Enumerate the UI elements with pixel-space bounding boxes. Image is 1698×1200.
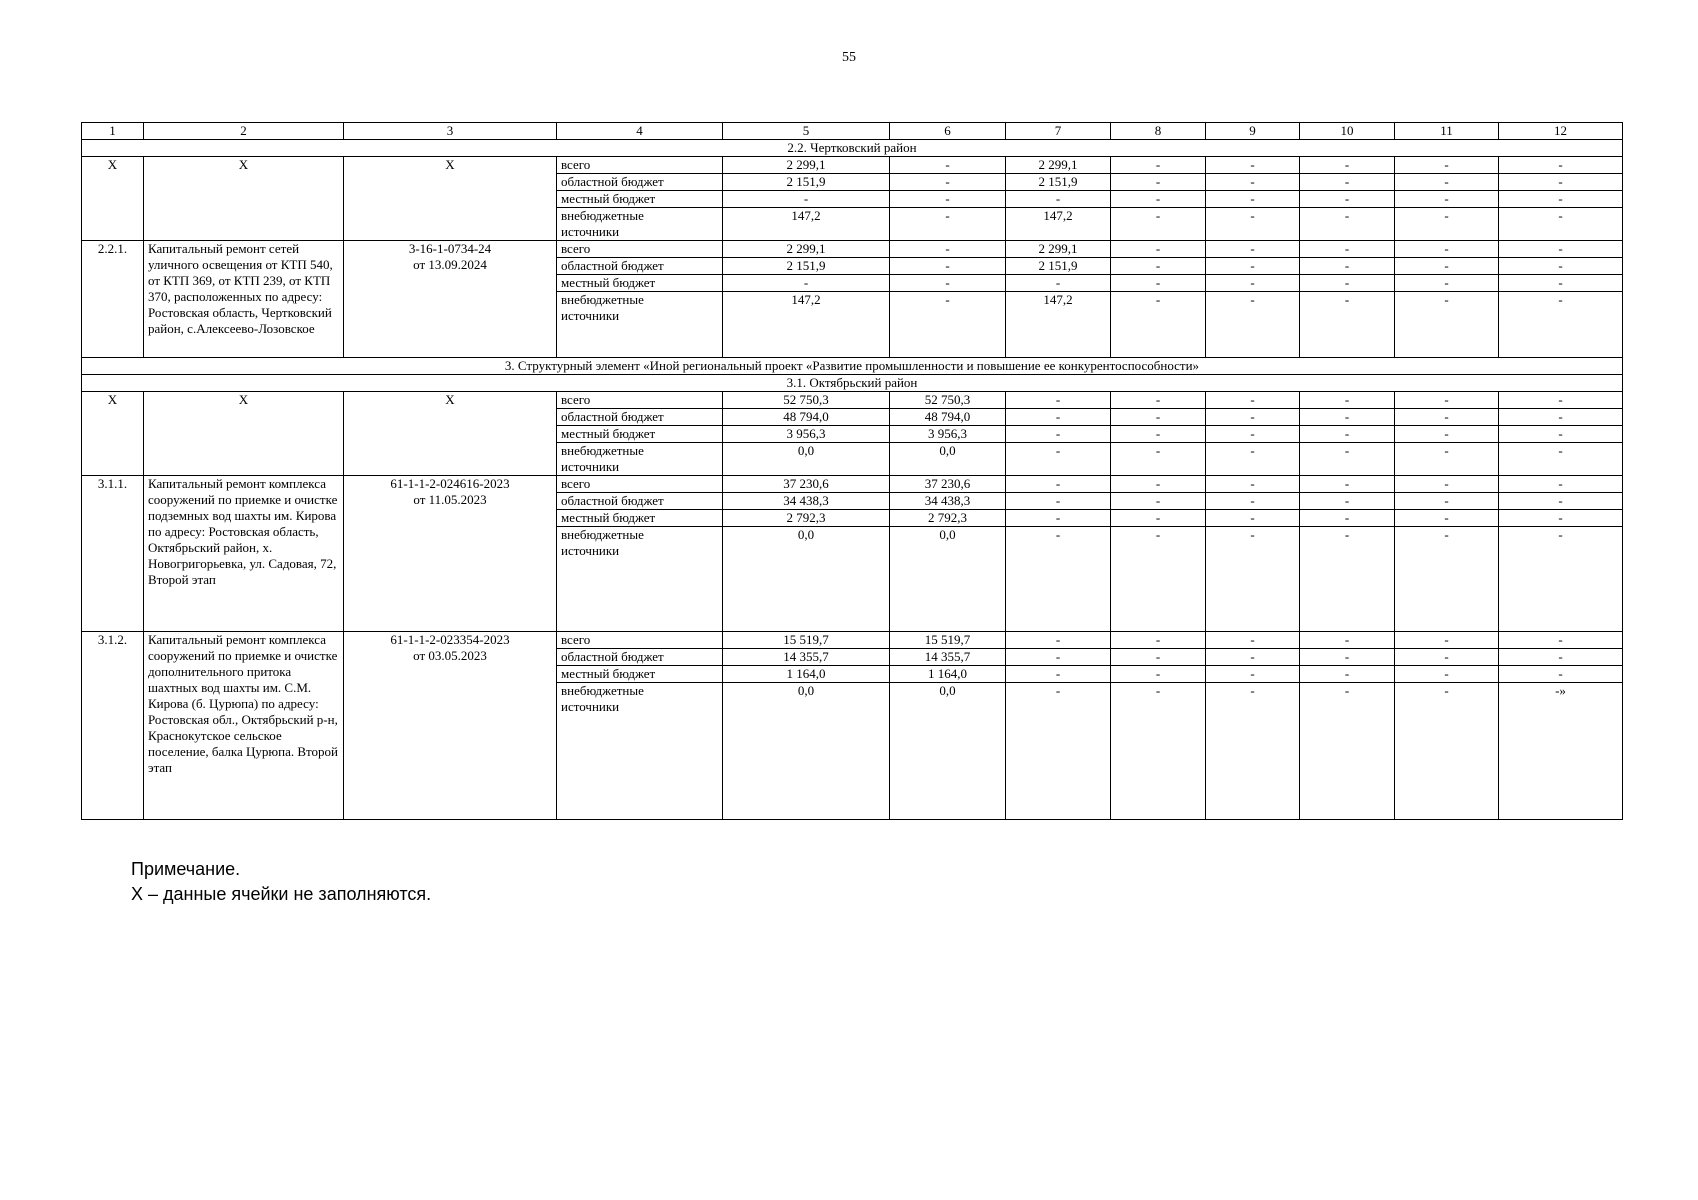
table-row	[82, 241, 1623, 258]
source-cell: местный бюджет	[557, 666, 723, 683]
value-cell: 15 519,7	[723, 632, 890, 649]
value-cell: -	[1395, 241, 1499, 258]
value-cell: 0,0	[890, 443, 1006, 476]
value-cell: -	[1206, 157, 1300, 174]
header-cell: 6	[890, 123, 1006, 140]
value-cell: -	[1111, 632, 1206, 649]
table-row	[82, 157, 1623, 174]
value-cell: -	[1111, 493, 1206, 510]
value-cell: -	[1300, 258, 1395, 275]
value-cell: 0,0	[890, 683, 1006, 820]
value-cell: 48 794,0	[723, 409, 890, 426]
value-cell: -	[1206, 392, 1300, 409]
value-cell: 2 299,1	[723, 157, 890, 174]
value-cell: 2 792,3	[890, 510, 1006, 527]
source-line: источники	[561, 308, 620, 323]
value-cell: -	[1111, 258, 1206, 275]
source-cell: местный бюджет	[557, 191, 723, 208]
value-cell: -	[1300, 275, 1395, 292]
value-cell: -	[1111, 275, 1206, 292]
value-cell: -	[1499, 493, 1623, 510]
value-cell: -	[1006, 392, 1111, 409]
value-cell: -	[1300, 292, 1395, 358]
value-cell: 1 164,0	[890, 666, 1006, 683]
value-cell: 2 299,1	[1006, 157, 1111, 174]
value-cell: 37 230,6	[723, 476, 890, 493]
value-cell: -	[1499, 510, 1623, 527]
value-cell: -	[1006, 666, 1111, 683]
value-cell: -	[1111, 191, 1206, 208]
x-cell: X	[144, 392, 344, 476]
value-cell: -	[1206, 191, 1300, 208]
value-cell: -	[1395, 683, 1499, 820]
source-cell	[557, 683, 723, 820]
value-cell: 2 151,9	[723, 258, 890, 275]
value-cell: 147,2	[723, 292, 890, 358]
value-cell: -	[1300, 191, 1395, 208]
value-cell: -	[1499, 208, 1623, 241]
source-line: внебюджетные	[561, 208, 644, 223]
value-cell: -	[1206, 527, 1300, 632]
value-cell: -	[1300, 392, 1395, 409]
value-cell: -	[1206, 258, 1300, 275]
value-cell: -	[1300, 443, 1395, 476]
value-cell: -	[1499, 409, 1623, 426]
value-cell: 14 355,7	[723, 649, 890, 666]
source-cell: областной бюджет	[557, 258, 723, 275]
value-cell: -	[890, 191, 1006, 208]
value-cell: -	[1006, 493, 1111, 510]
value-cell: -	[1395, 443, 1499, 476]
source-cell: местный бюджет	[557, 426, 723, 443]
source-cell	[557, 443, 723, 476]
value-cell: -	[1300, 241, 1395, 258]
value-cell: -	[890, 258, 1006, 275]
section-title: 3.1. Октябрьский район	[82, 375, 1623, 392]
value-cell: 0,0	[890, 527, 1006, 632]
value-cell: 2 299,1	[1006, 241, 1111, 258]
value-cell: -	[1395, 649, 1499, 666]
value-cell: -	[1206, 649, 1300, 666]
table-body	[82, 123, 1623, 820]
value-cell: -	[1006, 443, 1111, 476]
value-cell: -	[1006, 683, 1111, 820]
value-cell: -	[1395, 666, 1499, 683]
value-cell: -	[1300, 649, 1395, 666]
value-cell: -	[1206, 241, 1300, 258]
value-cell: -	[890, 174, 1006, 191]
header-cell: 11	[1395, 123, 1499, 140]
table-row	[82, 632, 1623, 649]
source-line: внебюджетные	[561, 443, 644, 458]
header-cell: 3	[344, 123, 557, 140]
value-cell: -	[1111, 443, 1206, 476]
value-cell: -	[1206, 510, 1300, 527]
value-cell: -	[1395, 426, 1499, 443]
value-cell: -	[1300, 527, 1395, 632]
value-cell: -	[1395, 258, 1499, 275]
note-title: Примечание.	[131, 859, 241, 879]
header-cell: 10	[1300, 123, 1395, 140]
source-cell: областной бюджет	[557, 493, 723, 510]
item-number: 3.1.2.	[82, 632, 144, 820]
value-cell: -	[1499, 426, 1623, 443]
x-cell: X	[82, 392, 144, 476]
value-cell: 52 750,3	[723, 392, 890, 409]
source-cell: местный бюджет	[557, 510, 723, 527]
value-cell: -	[1206, 275, 1300, 292]
value-cell: -	[1395, 409, 1499, 426]
value-cell: -	[1300, 208, 1395, 241]
value-cell: -	[1006, 632, 1111, 649]
value-cell: -	[1206, 409, 1300, 426]
value-cell: -	[1300, 632, 1395, 649]
value-cell: -	[890, 157, 1006, 174]
x-cell: X	[344, 157, 557, 241]
value-cell: 14 355,7	[890, 649, 1006, 666]
value-cell: -	[1006, 510, 1111, 527]
value-cell: -	[890, 292, 1006, 358]
value-cell: -	[1006, 275, 1111, 292]
value-cell: -	[1499, 666, 1623, 683]
value-cell: -	[1206, 443, 1300, 476]
item-number: 2.2.1.	[82, 241, 144, 358]
value-cell: -	[1499, 241, 1623, 258]
value-cell: -	[1499, 292, 1623, 358]
header-cell: 9	[1206, 123, 1300, 140]
value-cell: -	[1006, 191, 1111, 208]
header-cell: 4	[557, 123, 723, 140]
value-cell: 2 792,3	[723, 510, 890, 527]
value-cell: -	[1395, 191, 1499, 208]
value-cell: -	[1300, 666, 1395, 683]
value-cell: -	[890, 208, 1006, 241]
value-cell: -	[1111, 208, 1206, 241]
value-cell: -	[1499, 443, 1623, 476]
value-cell: -	[1499, 476, 1623, 493]
value-cell: -	[1395, 208, 1499, 241]
value-cell: -»	[1499, 683, 1623, 820]
value-cell: -	[1111, 392, 1206, 409]
value-cell: -	[1395, 493, 1499, 510]
page-number: 55	[842, 50, 856, 65]
header-cell: 5	[723, 123, 890, 140]
value-cell: 2 151,9	[723, 174, 890, 191]
x-cell: X	[144, 157, 344, 241]
source-cell: всего	[557, 632, 723, 649]
value-cell: -	[1300, 476, 1395, 493]
source-cell	[557, 527, 723, 632]
document-number: 3-16-1-0734-24	[408, 241, 492, 256]
document-date: от 11.05.2023	[413, 492, 487, 507]
note	[131, 857, 431, 907]
table-row	[82, 476, 1623, 493]
value-cell: -	[1395, 292, 1499, 358]
value-cell: 37 230,6	[890, 476, 1006, 493]
value-cell: 147,2	[723, 208, 890, 241]
item-number: 3.1.1.	[82, 476, 144, 632]
value-cell: -	[1206, 426, 1300, 443]
value-cell: 3 956,3	[890, 426, 1006, 443]
header-cell: 12	[1499, 123, 1623, 140]
source-cell	[557, 292, 723, 358]
source-line: источники	[561, 459, 620, 474]
note-text: X – данные ячейки не заполняются.	[131, 884, 432, 904]
value-cell: -	[1111, 426, 1206, 443]
value-cell: -	[1206, 208, 1300, 241]
source-line: источники	[561, 699, 620, 714]
value-cell: -	[1206, 174, 1300, 191]
value-cell: -	[1300, 409, 1395, 426]
value-cell: -	[1206, 476, 1300, 493]
source-cell: местный бюджет	[557, 275, 723, 292]
value-cell: 147,2	[1006, 208, 1111, 241]
item-document	[344, 632, 557, 820]
value-cell: -	[1111, 510, 1206, 527]
source-cell: всего	[557, 241, 723, 258]
value-cell: -	[1206, 666, 1300, 683]
item-document	[344, 476, 557, 632]
value-cell: -	[1300, 157, 1395, 174]
source-line: внебюджетные	[561, 527, 644, 542]
value-cell: 15 519,7	[890, 632, 1006, 649]
item-document	[344, 241, 557, 358]
funding-table	[81, 122, 1623, 820]
item-description: Капитальный ремонт комплекса сооружений по приемке и очистке подземных вод шахты им. Кирова по адресу: Ростовская область, Октябрьский район, х. Новогригорьевка, ул. Садовая, 72, Второй этап	[144, 476, 344, 632]
value-cell: -	[1395, 392, 1499, 409]
value-cell: -	[890, 241, 1006, 258]
source-cell: областной бюджет	[557, 409, 723, 426]
source-cell: всего	[557, 157, 723, 174]
header-cell: 2	[144, 123, 344, 140]
value-cell: -	[1395, 157, 1499, 174]
value-cell: 0,0	[723, 443, 890, 476]
value-cell: -	[1499, 157, 1623, 174]
value-cell: -	[1300, 426, 1395, 443]
value-cell: -	[1300, 174, 1395, 191]
value-cell: 3 956,3	[723, 426, 890, 443]
source-cell: всего	[557, 392, 723, 409]
value-cell: -	[1300, 510, 1395, 527]
value-cell: -	[723, 191, 890, 208]
source-line: источники	[561, 543, 620, 558]
header-cell: 7	[1006, 123, 1111, 140]
document-date: от 03.05.2023	[413, 648, 487, 663]
value-cell: 34 438,3	[723, 493, 890, 510]
value-cell: -	[1111, 527, 1206, 632]
value-cell: -	[1206, 632, 1300, 649]
source-cell: всего	[557, 476, 723, 493]
section-title: 3. Структурный элемент «Иной региональный проект «Развитие промышленности и повышение ее конкурентоспособности»	[82, 358, 1623, 375]
value-cell: -	[1111, 683, 1206, 820]
source-line: внебюджетные	[561, 292, 644, 307]
value-cell: -	[1395, 527, 1499, 632]
value-cell: 147,2	[1006, 292, 1111, 358]
section-row	[82, 375, 1623, 392]
value-cell: 34 438,3	[890, 493, 1006, 510]
value-cell: -	[1111, 649, 1206, 666]
source-line: внебюджетные	[561, 683, 644, 698]
value-cell: 0,0	[723, 527, 890, 632]
section-row	[82, 358, 1623, 375]
value-cell: -	[1499, 258, 1623, 275]
value-cell: -	[890, 275, 1006, 292]
value-cell: -	[1395, 275, 1499, 292]
value-cell: -	[1499, 632, 1623, 649]
value-cell: -	[1206, 292, 1300, 358]
x-cell: X	[344, 392, 557, 476]
value-cell: -	[1006, 426, 1111, 443]
value-cell: 52 750,3	[890, 392, 1006, 409]
value-cell: -	[1006, 649, 1111, 666]
value-cell: -	[1111, 409, 1206, 426]
value-cell: -	[1499, 392, 1623, 409]
source-line: источники	[561, 224, 620, 239]
value-cell: -	[1111, 157, 1206, 174]
source-cell	[557, 208, 723, 241]
value-cell: 0,0	[723, 683, 890, 820]
value-cell: -	[1499, 191, 1623, 208]
value-cell: -	[1499, 649, 1623, 666]
value-cell: -	[1499, 527, 1623, 632]
value-cell: -	[1111, 241, 1206, 258]
value-cell: -	[1300, 493, 1395, 510]
value-cell: -	[1499, 174, 1623, 191]
document-date: от 13.09.2024	[413, 257, 487, 272]
value-cell: -	[723, 275, 890, 292]
value-cell: -	[1499, 275, 1623, 292]
section-row	[82, 140, 1623, 157]
value-cell: -	[1111, 292, 1206, 358]
header-cell: 8	[1111, 123, 1206, 140]
value-cell: -	[1395, 476, 1499, 493]
value-cell: -	[1006, 409, 1111, 426]
value-cell: -	[1111, 666, 1206, 683]
header-row	[82, 123, 1623, 140]
value-cell: -	[1111, 476, 1206, 493]
value-cell: -	[1006, 527, 1111, 632]
value-cell: 2 151,9	[1006, 258, 1111, 275]
value-cell: 48 794,0	[890, 409, 1006, 426]
source-cell: областной бюджет	[557, 174, 723, 191]
value-cell: 2 151,9	[1006, 174, 1111, 191]
value-cell: -	[1006, 476, 1111, 493]
value-cell: -	[1206, 493, 1300, 510]
value-cell: -	[1300, 683, 1395, 820]
document-number: 61-1-1-2-023354-2023	[390, 632, 510, 647]
table-row	[82, 392, 1623, 409]
item-description: Капитальный ремонт комплекса сооружений по приемке и очистке дополнительного притока шахтных вод шахты им. С.М. Кирова (б. Цурюпа) по адресу: Ростовская обл., Октябрьский р-н, Краснокутское сельское поселение, балка Цурюпа. Второй этап	[144, 632, 344, 820]
value-cell: -	[1395, 174, 1499, 191]
x-cell: X	[82, 157, 144, 241]
value-cell: -	[1395, 510, 1499, 527]
value-cell: 2 299,1	[723, 241, 890, 258]
header-cell: 1	[82, 123, 144, 140]
value-cell: -	[1111, 174, 1206, 191]
source-cell: областной бюджет	[557, 649, 723, 666]
value-cell: -	[1206, 683, 1300, 820]
section-title: 2.2. Чертковский район	[82, 140, 1623, 157]
document-number: 61-1-1-2-024616-2023	[390, 476, 510, 491]
value-cell: -	[1395, 632, 1499, 649]
item-description: Капитальный ремонт сетей уличного освещения от КТП 540, от КТП 369, от КТП 239, от КТП 370, расположенных по адресу: Ростовская область, Чертковский район, с.Алексеево-Лозовское	[144, 241, 344, 358]
value-cell: 1 164,0	[723, 666, 890, 683]
